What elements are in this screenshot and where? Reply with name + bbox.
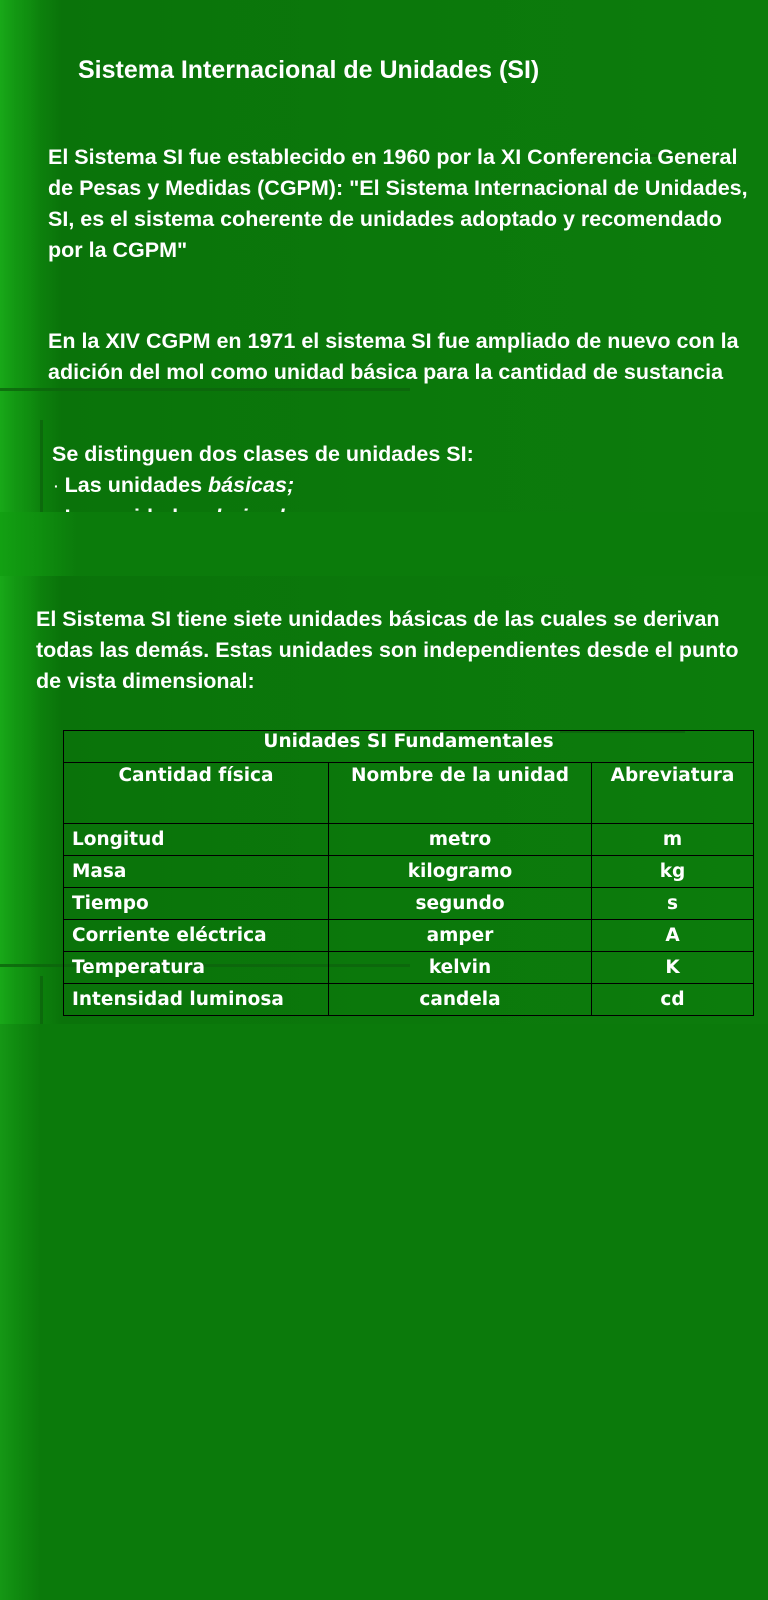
unit-name-cell: metro [329, 824, 592, 856]
decorative-line [40, 976, 43, 1024]
table-row [64, 856, 754, 888]
base-units-paragraph: El Sistema SI tiene siete unidades básicas de las cuales se derivan todas las demás. Estas unidades son independientes desde el punto de vista dimensional: [36, 607, 739, 693]
quantity-cell: Temperatura [64, 952, 329, 984]
bullet-icon: · [54, 477, 59, 494]
list-item [52, 470, 474, 502]
history-paragraph: En la XIV CGPM en 1971 el sistema SI fue ampliado de nuevo con la adición del mol como unidad básica para la cantidad de sustancia [48, 329, 739, 384]
slide-edge-gradient [0, 576, 40, 1600]
slide-title: Sistema Internacional de Unidades (SI) [78, 56, 540, 84]
list-intro: Se distinguen dos clases de unidades SI: [52, 442, 474, 466]
column-header: Nombre de la unidad [329, 763, 592, 824]
symbol-cell: cd [592, 984, 754, 1016]
unit-name-cell: candela [329, 984, 592, 1016]
symbol-cell: s [592, 888, 754, 920]
table-row [64, 824, 754, 856]
quantity-cell: Tiempo [64, 888, 329, 920]
decorative-line [40, 420, 43, 512]
table-row [64, 952, 754, 984]
unit-name-cell: kilogramo [329, 856, 592, 888]
unit-name-cell: kelvin [329, 952, 592, 984]
table-row [64, 984, 754, 1016]
table-caption: Unidades SI Fundamentales [64, 731, 754, 763]
quantity-cell: Corriente eléctrica [64, 920, 329, 952]
symbol-cell: K [592, 952, 754, 984]
quantity-cell: Longitud [64, 824, 329, 856]
slide-1 [0, 0, 768, 512]
unit-name-cell: amper [329, 920, 592, 952]
table-row [64, 920, 754, 952]
table-header-row [64, 763, 754, 824]
table-caption-row [64, 731, 754, 763]
unit-name-cell: segundo [329, 888, 592, 920]
list-item-emphasis: básicas; [208, 473, 295, 497]
symbol-cell: m [592, 824, 754, 856]
quantity-cell: Intensidad luminosa [64, 984, 329, 1016]
intro-paragraph: El Sistema SI fue establecido en 1960 por la XI Conferencia General de Pesas y Medidas (CGPM): "El Sistema Internacional de Unidades, SI, es el sistema coherente de unidades adoptado y recomendado por la CGPM" [48, 145, 748, 262]
list-item-text: Las unidades [64, 473, 209, 497]
symbol-cell: kg [592, 856, 754, 888]
quantity-cell: Masa [64, 856, 329, 888]
column-header: Cantidad física [64, 763, 329, 824]
si-units-table [63, 730, 754, 1016]
symbol-cell: A [592, 920, 754, 952]
column-header: Abreviatura [592, 763, 754, 824]
slide-separator [0, 512, 768, 576]
table-row [64, 888, 754, 920]
decorative-line [0, 388, 410, 391]
